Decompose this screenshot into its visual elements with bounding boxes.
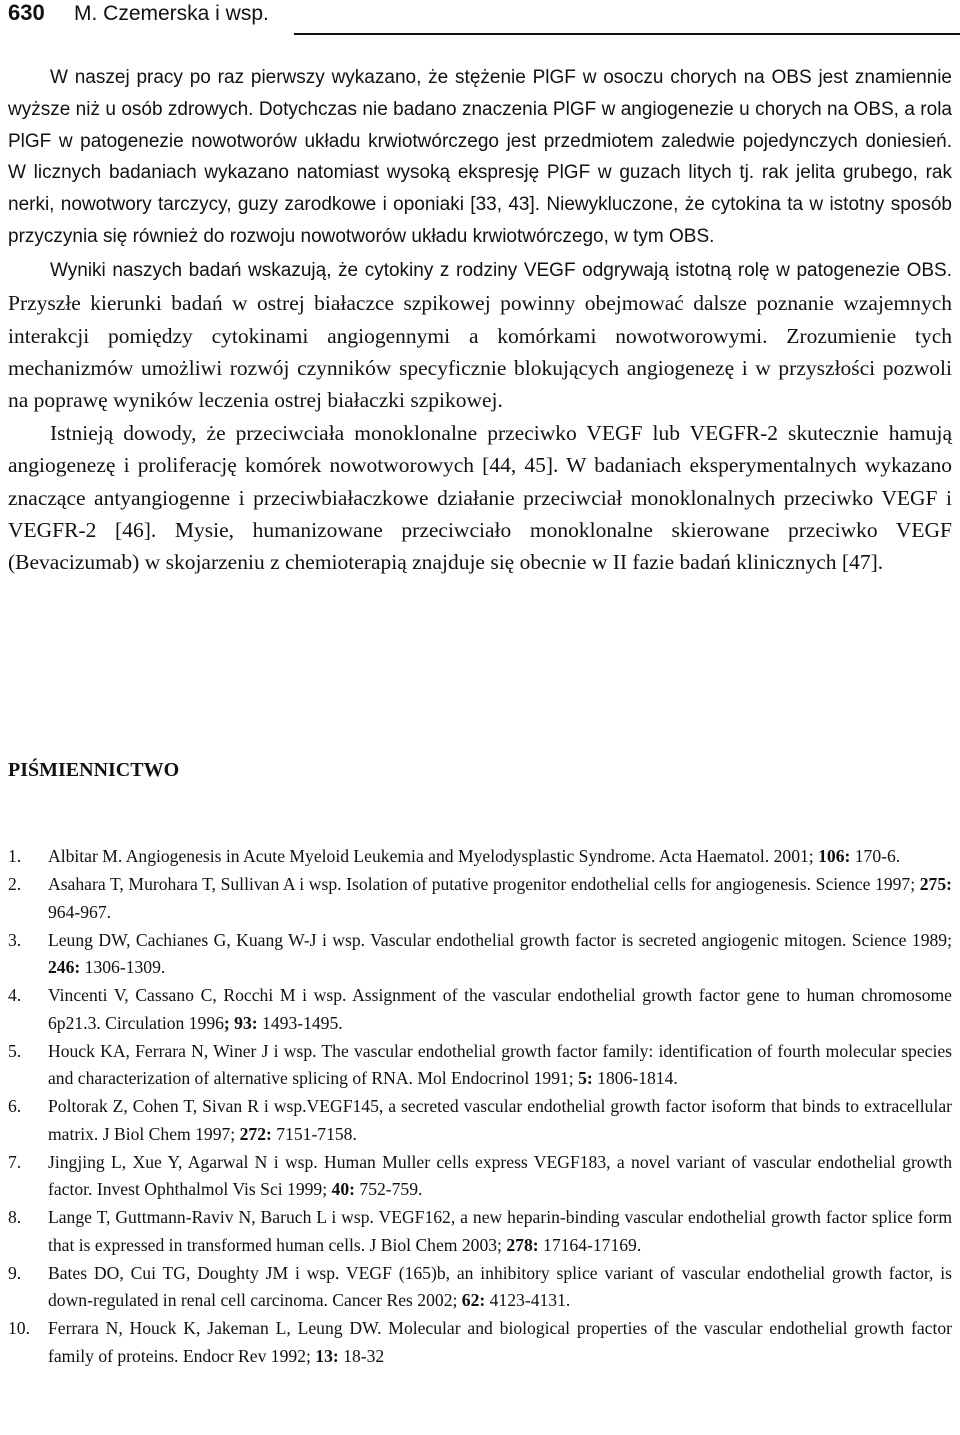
reference-text: Poltorak Z, Cohen T, Sivan R i wsp.VEGF145, a secreted vascular endothelial growth factor isoform that binds to extracellular matrix. J Biol Chem 1997;: [48, 1096, 952, 1144]
reference-number: 3.: [8, 929, 22, 950]
references-list: [8, 843, 952, 1371]
reference-number: 9.: [8, 1262, 22, 1283]
reference-item: [8, 1149, 952, 1204]
paragraph-antibodies: Istnieją dowody, że przeciwciała monoklonalne przeciwko VEGF lub VEGFR-2 skutecznie hamują angiogenezę i proliferację komórek nowotworowych [44, 45]. W badaniach eksperymentalnych wykazano znaczące antyangiogenne i przeciwbiałaczkowe działanie przeciwciał monoklonalnych przeciwko VEGF i VEGFR-2 [46]. Mysie, humanizowane przeciwciało monoklonalne skierowane przeciwko VEGF (Bevacizumab) w skojarzeniu z chemioterapią znajduje się obecnie w II fazie badań klinicznych [47].: [8, 420, 952, 575]
paragraph-plgf-text: W naszej pracy po raz pierwszy wykazano, że stężenie PlGF w osoczu chorych na OBS jest znamiennie wyższe niż u osób zdrowych. Dotychczas nie badano znaczenia PlGF w angiogenezie u chorych na OBS, a rola PlGF w patogenezie nowotworów układu krwiotwórczego jest przedmiotem zaledwie pojedynczych doniesień.: [8, 67, 952, 152]
reference-text: Ferrara N, Houck K, Jakeman L, Leung DW. Molecular and biological properties of the vascular endothelial growth factor family of proteins. Endocr Rev 1992;: [48, 1318, 952, 1366]
paragraph-conclusions-lead: Wyniki naszych badań wskazują, że cytokiny z rodziny VEGF odgrywają istotną rolę w patogenezie OBS.: [50, 259, 952, 281]
reference-number: 8.: [8, 1207, 22, 1227]
reference-pages: 1806-1814.: [597, 1068, 678, 1088]
reference-text: Lange T, Guttmann-Raviv N, Baruch L i wsp. VEGF162, a new heparin-binding vascular endothelial growth factor splice form that is expressed in transformed human cells. J Biol Chem 2003;: [48, 1207, 952, 1255]
page-number: 630: [8, 0, 45, 25]
running-authors: M. Czemerska i wsp.: [74, 2, 269, 25]
reference-number: 4.: [8, 985, 22, 1005]
reference-item: [8, 1204, 952, 1259]
reference-number: 6.: [8, 1096, 22, 1116]
reference-text: Bates DO, Cui TG, Doughty JM i wsp. VEGF (165)b, an inhibitory splice variant of vascular endothelial growth factor, is down-regulated in renal cell carcinoma. Cancer Res 2002;: [48, 1262, 952, 1310]
reference-item: [8, 1260, 952, 1315]
reference-volume: 275:: [919, 874, 952, 894]
reference-item: [8, 1093, 952, 1148]
reference-volume: 246:: [48, 957, 81, 977]
paragraph-conclusions-text: Przyszłe kierunki badań w ostrej białaczce szpikowej powinny obejmować dalsze poznanie wzajemnych interakcji pomiędzy cytokinami angiogennymi a komórkami nowotworowymi. Zrozumienie tych mechanizmów umożliwi rozwój czynników specyficznie blokujących angiogenezę i w przyszłości pozwoli na poprawę wyników leczenia ostrej białaczki szpikowej.: [8, 291, 952, 413]
reference-pages: 4123-4131.: [489, 1290, 571, 1310]
reference-item: [8, 1038, 952, 1093]
reference-pages: 752-759.: [359, 1179, 423, 1199]
reference-pages: 170-6.: [854, 846, 901, 866]
reference-number: 5.: [8, 1040, 22, 1061]
discussion-text: [8, 62, 952, 579]
reference-number: 2.: [8, 874, 22, 894]
reference-volume: 278:: [506, 1234, 539, 1255]
reference-volume: 5:: [578, 1068, 593, 1088]
reference-volume: 40:: [331, 1179, 355, 1199]
reference-volume: 272:: [239, 1123, 272, 1144]
reference-text: Leung DW, Cachianes G, Kuang W-J i wsp. Vascular endothelial growth factor is secreted angiogenic mitogen. Science 1989;: [48, 929, 952, 950]
reference-pages: 964-967.: [48, 901, 112, 922]
reference-pages: 1306-1309.: [84, 957, 166, 977]
reference-item: [8, 843, 952, 871]
running-header: [8, 0, 952, 34]
reference-item: [8, 1315, 952, 1370]
reference-pages: 1493-1495.: [262, 1012, 343, 1033]
reference-text: Vincenti V, Cassano C, Rocchi M i wsp. Assignment of the vascular endothelial growth factor gene to human chromosome 6p21.3. Circulation 1996: [48, 985, 952, 1033]
reference-pages: 7151-7158.: [276, 1123, 357, 1144]
reference-item: [8, 982, 952, 1037]
header-rule: [294, 33, 960, 35]
reference-volume: 13:: [315, 1345, 339, 1366]
reference-text: Jingjing L, Xue Y, Agarwal N i wsp. Human Muller cells express VEGF183, a novel variant of vascular endothelial growth factor. Invest Ophthalmol Vis Sci 1999;: [48, 1151, 952, 1199]
reference-pages: 18-32: [343, 1345, 385, 1366]
reference-number: 10.: [8, 1318, 30, 1338]
reference-pages: 17164-17169.: [543, 1234, 642, 1255]
paragraph-plgf: [8, 62, 952, 253]
reference-item: [8, 871, 952, 926]
references-heading: PIŚMIENNICTWO: [8, 759, 180, 781]
reference-volume: ; 93:: [223, 1012, 258, 1033]
reference-text: Houck KA, Ferrara N, Winer J i wsp. The vascular endothelial growth factor family: identification of fourth molecular species and characterization of alternative splicing of RNA. Mol Endocrinol 1991;: [48, 1040, 952, 1088]
reference-volume: 106:: [818, 846, 851, 866]
reference-number: 7.: [8, 1151, 22, 1172]
reference-volume: 62:: [461, 1290, 486, 1310]
reference-number: 1.: [8, 846, 22, 866]
reference-item: [8, 927, 952, 982]
paragraph-plgf-text-cont: W licznych badaniach wykazano natomiast wysoką ekspresję PlGF w guzach litych tj. rak jelita grubego, rak nerki, nowotwory tarczycy, guzy zarodkowe i oponiaki [33, 43]. Niewykluczone, że cytokina ta w istotny sposób przyczynia się również do rozwoju nowotworów układu krwiotwórczego, w tym OBS.: [8, 162, 952, 247]
reference-text: Asahara T, Murohara T, Sullivan A i wsp. Isolation of putative progenitor endothelial cells for angiogenesis. Science 1997;: [48, 874, 916, 894]
reference-text: Albitar M. Angiogenesis in Acute Myeloid Leukemia and Myelodysplastic Syndrome. Acta Haematol. 2001;: [48, 846, 814, 866]
paragraph-conclusions: [8, 253, 952, 417]
